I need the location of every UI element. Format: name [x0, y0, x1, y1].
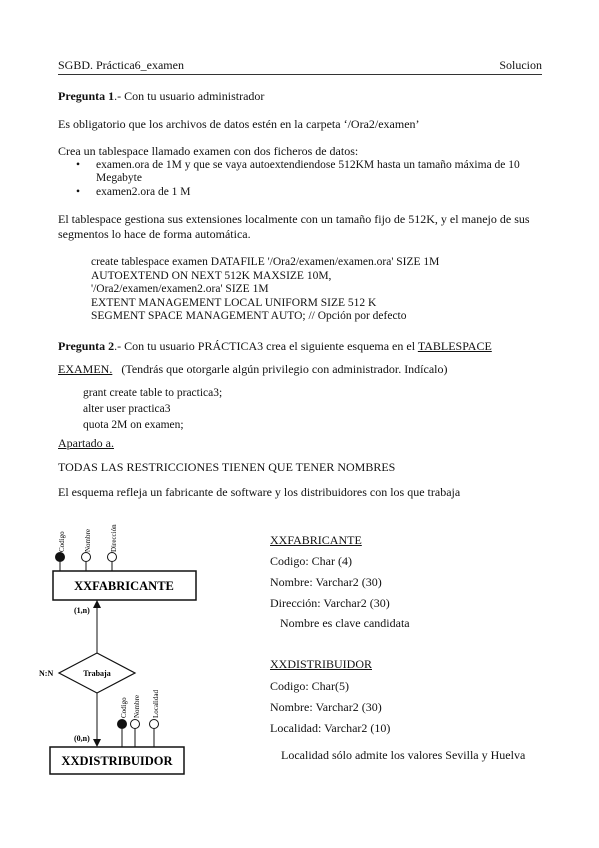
field-row: Dirección: Varchar2 (30) [270, 596, 390, 610]
list-item: • examen.ora de 1M y que se vaya autoextendiendose 512KM hasta un tamaño máxima de 10 Megabyte [58, 159, 542, 185]
schema-description: El esquema refleja un fabricante de software y los distribuidores con los que trabaja [58, 485, 461, 499]
question-1-heading [58, 89, 264, 104]
attribute-marker [82, 553, 91, 562]
code-block-1 [91, 256, 439, 324]
code-line: alter user practica3 [83, 403, 171, 415]
manage-line-1: El tablespace gestiona sus extensiones localmente con un tamaño fijo de 512K, y el manejo de sus [58, 212, 530, 226]
datafile-list [58, 159, 542, 199]
key-attribute-marker [56, 553, 65, 562]
attribute-marker [150, 720, 159, 729]
cardinality-top: (1,n) [74, 606, 90, 615]
code-line: grant create table to practica3; [83, 387, 223, 399]
attribute-marker [131, 720, 140, 729]
code-line: SEGMENT SPACE MANAGEMENT AUTO; // Opción por defecto [91, 310, 407, 322]
fabricante-note: Nombre es clave candidata [280, 616, 410, 630]
mandatory-note: Es obligatorio que los archivos de datos estén en la carpeta ‘/Ora2/examen’ [58, 117, 420, 131]
field-row: Codigo: Char(5) [270, 679, 349, 693]
cardinality-bottom: (0,n) [74, 734, 90, 743]
field-row: Localidad: Varchar2 (10) [270, 721, 391, 735]
attr-label: Codigo [120, 697, 128, 718]
question-2-heading [58, 339, 492, 354]
code-line: EXTENT MANAGEMENT LOCAL UNIFORM SIZE 512 K [91, 296, 377, 309]
privilege-note: (Tendrás que otorgarle algún privilegio con administrador. Indícalo) [121, 362, 448, 376]
arrow-up-icon [93, 600, 101, 608]
table-distribuidor-title: XXDISTRIBUIDOR [270, 657, 372, 671]
question-1-label: Pregunta 1 [58, 89, 115, 103]
ratio-label: N:N [39, 669, 54, 678]
distribuidor-note: Localidad sólo admite los valores Sevilla y Huelva [281, 748, 526, 762]
attr-label: Localidad [152, 690, 160, 718]
entity-distribuidor-label: XXDISTRIBUIDOR [61, 754, 173, 768]
question-2-label: Pregunta 2 [58, 339, 115, 353]
code-line: create tablespace examen DATAFILE '/Ora2/examen/examen.ora' SIZE 1M [91, 256, 440, 268]
header-right: Solucion [499, 58, 542, 72]
key-attribute-marker [118, 720, 127, 729]
question-2-text: .- Con tu usuario PRÁCTICA3 crea el siguiente esquema en el [114, 339, 416, 353]
attribute-marker [108, 553, 117, 562]
question-2-line-2 [58, 362, 448, 377]
code-line: quota 2M on examen; [83, 419, 184, 431]
create-instructions: Crea un tablespace llamado examen con dos ficheros de datos: [58, 144, 359, 158]
field-row: Codigo: Char (4) [270, 554, 352, 568]
code-block-2 [83, 385, 222, 433]
attr-label: Nombre [133, 695, 141, 718]
question-1-text: .- Con tu usuario administrador [114, 89, 265, 103]
field-row: Nombre: Varchar2 (30) [270, 575, 382, 589]
attr-label: Codigo [58, 531, 66, 552]
relationship-label: Trabaja [83, 669, 111, 678]
attr-label: Dirección [110, 524, 118, 552]
header-left: SGBD. Práctica6_examen [58, 58, 184, 72]
table-fabricante-title: XXFABRICANTE [270, 533, 362, 547]
apartado-heading: Apartado a. [58, 436, 114, 450]
examen-word: EXAMEN. [58, 362, 113, 376]
entity-fabricante-label: XXFABRICANTE [74, 579, 174, 593]
list-item: • examen2.ora de 1 M [58, 186, 542, 199]
er-diagram [36, 515, 236, 780]
field-row: Nombre: Varchar2 (30) [270, 700, 382, 714]
header-rule [58, 74, 542, 75]
code-line: AUTOEXTEND ON NEXT 512K MAXSIZE 10M, [91, 269, 332, 282]
constraints-note: TODAS LAS RESTRICCIONES TIENEN QUE TENER NOMBRES [58, 460, 396, 474]
attr-label: Nombre [84, 529, 92, 552]
manage-line-2: segmentos lo hace de forma automática. [58, 227, 251, 241]
arrow-down-icon [93, 739, 101, 747]
code-line: '/Ora2/examen/examen2.ora' SIZE 1M [91, 283, 269, 295]
tablespace-word: TABLESPACE [417, 339, 492, 353]
